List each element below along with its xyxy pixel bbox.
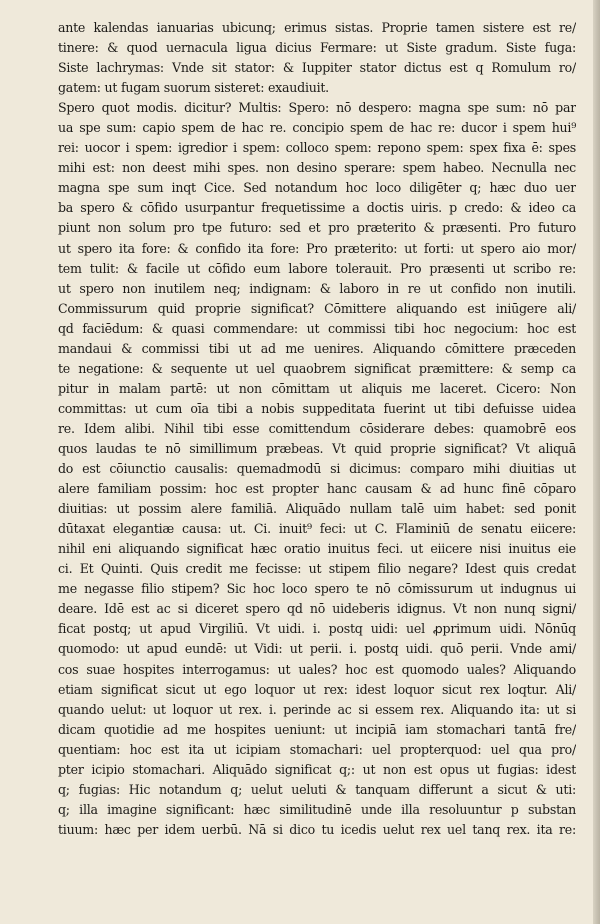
- text-line: tem tulit: & facile ut cōfido eum labore tolerauit. Pro præsenti ut scribo re:: [58, 260, 576, 276]
- text-line: quomodo: ut apud eundē: ut Vidi: ut perii. i. postq uidi. quō perii. Vnde ami/: [58, 641, 576, 657]
- text-line: mihi est: non deest mihi spes. non desino sperare: spem habeo. Necnulla nec: [58, 160, 576, 176]
- text-line: ut spero non inutilem neq; indignam: & laboro in re ut confido non inutili.: [58, 280, 576, 296]
- text-line: ante kalendas ianuarias ubicunq; erimus sistas. Proprie tamen sistere est re/: [58, 20, 576, 35]
- text-line: ua spe sum: capio spem de hac re. concipio spem de hac re: ducor i spem hui⁹: [58, 120, 576, 136]
- text-line: pitur in malam partē: ut non cōmittam ut aliquis me laceret. Cicero: Non: [58, 380, 576, 396]
- text-line: Siste lachrymas: Vnde sit stator: & Iuppiter stator dictus est q Romulum ro/: [58, 60, 576, 76]
- text-line: nihil eni aliquando significat hæc oratio inuitus feci. ut eiicere nisi inuitus eie: [58, 541, 576, 557]
- text-line: dicam quotidie ad me hospites ueniunt: ut incipiā iam stomachari tantā fre/: [58, 721, 576, 737]
- text-line: tinere: & quod uernacula ligua dicius Fermare: ut Siste gradum. Siste fuga:: [58, 40, 576, 56]
- text-line: Commissurum quid proprie significat? Cōmittere aliquando est iniūgere ali/: [58, 300, 576, 316]
- text-line: deare. Idē est ac si diceret spero qd nō uideberis idignus. Vt non nunq signi/: [58, 601, 576, 617]
- text-line: ficat postq; ut apud Virgiliū. Vt uidi. i. postq uidi: uel ꝓprimum uidi. Nōnūq: [58, 621, 576, 637]
- text-line: q; fugias: Hic notandum q; uelut ueluti & tanquam differunt a sicut & uti:: [58, 781, 576, 797]
- text-line: quando uelut: ut loquor ut rex. i. perinde ac si essem rex. Aliquando ita: ut si: [58, 701, 576, 717]
- text-line: ci. Et Quinti. Quis credit me fecisse: ut stipem filio negare? Idest quis credat: [58, 561, 576, 577]
- text-line: magna spe sum inqt Cice. Sed notandum hoc loco diligēter q; hæc duo uer: [58, 180, 576, 196]
- text-line: ba spero & cōfido usurpantur frequetissime a doctis uiris. p credo: & ideo ca: [58, 200, 576, 216]
- text-line: pter icipio stomachari. Aliquādo significat q;: ut non est opus ut fugias: idest: [58, 761, 576, 777]
- text-line: rei: uocor i spem: igredior i spem: colloco spem: repono spem: spex fixa ē: spes: [58, 140, 576, 156]
- text-line: ut spero ita fore: & confido ita fore: Pro præterito: ut forti: ut spero aio mor/: [58, 240, 576, 256]
- latin-text-block: [58, 18, 576, 840]
- text-line: gatem: ut fugam suorum sisteret: exaudiuit.: [58, 80, 329, 96]
- text-line: re. Idem alibi. Nihil tibi esse comittendum cōsiderare debes: quamobrē eos: [58, 420, 576, 436]
- text-line: diuitias: ut possim alere familiā. Aliquādo nullam talē uim habet: sed ponit: [58, 501, 576, 517]
- text-line: alere familiam possim: hoc est propter hanc causam & ad hunc finē cōparo: [58, 481, 576, 497]
- text-line: qd faciēdum: & quasi commendare: ut commissi tibi hoc negocium: hoc est: [58, 320, 576, 336]
- text-line: committas: ut cum oīa tibi a nobis suppeditata fuerint ut tibi defuisse uidea: [58, 400, 576, 416]
- text-line: Spero quot modis. dicitur? Multis: Spero: nō despero: magna spe sum: nō par: [58, 100, 576, 116]
- text-line: cos suae hospites interrogamus: ut uales? hoc est quomodo uales? Aliquando: [58, 661, 576, 677]
- text-line: dūtaxat elegantiæ causa: ut. Ci. inuit⁹ feci: ut C. Flaminiū de senatu eiicere:: [58, 521, 576, 537]
- text-line: piunt non solum pro tpe futuro: sed et pro præterito & præsenti. Pro futuro: [58, 220, 576, 236]
- text-line: etiam significat sicut ut ego loquor ut rex: idest loquor sicut rex loqtur. Ali/: [58, 681, 576, 697]
- text-line: quos laudas te nō simillimum præbeas. Vt quid proprie significat? Vt aliquā: [58, 440, 576, 456]
- text-line: mandaui & commissi tibi ut ad me uenires. Aliquando cōmittere præceden: [58, 340, 576, 356]
- text-line: q; illa imagine significant: hæc similitudinē unde illa resoluuntur p substan: [58, 801, 576, 817]
- text-line: tiuum: hæc per idem uerbū. Nā si dico tu icedis uelut rex uel tanq rex. ita re:: [58, 821, 576, 837]
- text-line: do est cōiunctio causalis: quemadmodū si dicimus: comparo mihi diuitias ut: [58, 461, 576, 477]
- text-line: quentiam: hoc est ita ut icipiam stomachari: uel propterquod: uel qua pro/: [58, 741, 576, 757]
- page-edge-shadow: [593, 0, 600, 924]
- text-line: me negasse filio stipem? Sic hoc loco spero te nō cōmissurum ut indugnus ui: [58, 581, 576, 597]
- text-line: te negatione: & sequente ut uel quaobrem significat præmittere: & semp ca: [58, 360, 576, 376]
